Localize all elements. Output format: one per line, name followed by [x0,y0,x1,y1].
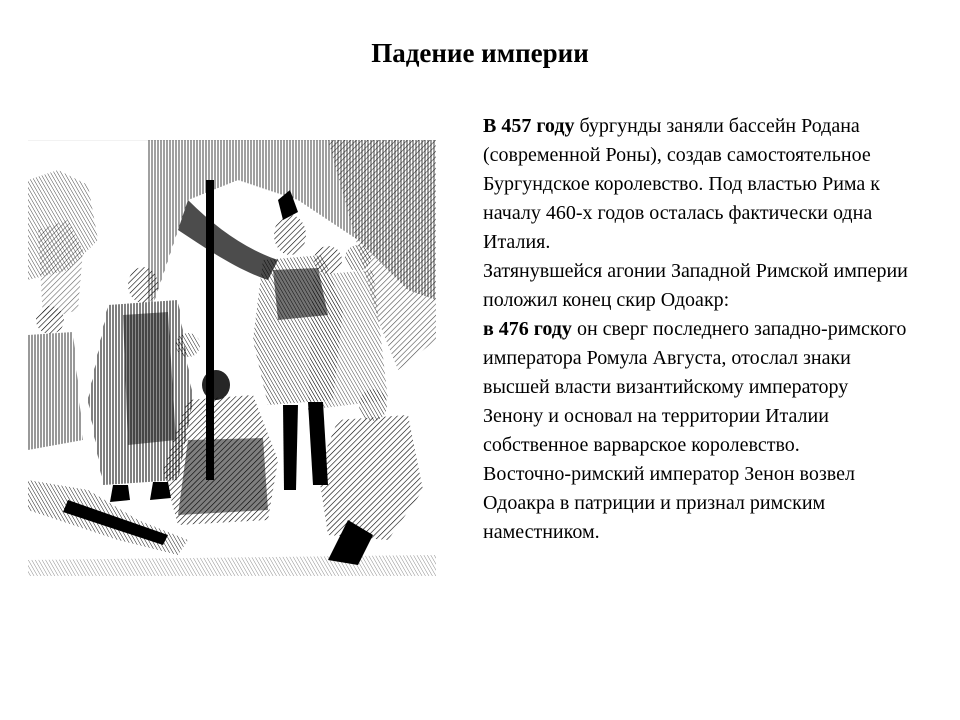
paragraph-odoacer-intro: Затянувшейся агонии Западной Римской империи положил конец скир Одоакр: [483,260,908,311]
paragraph-burgundians-text: бургунды заняли бассейн Родана (современной Роны), создав самостоятельное Бургундское королевство. Под властью Рима к началу 460-х годов осталась фактически одна Италия. [483,115,881,253]
paragraph-476-text: он сверг последнего западно-римского императора Ромула Августа, отослал знаки высшей власти византийскому императору Зенону и основал на территории Италии собственное варварское королевство. [483,318,907,456]
engraving-barbarian-king-icon [28,140,436,576]
slide-title: Падение империи [371,38,589,68]
paragraph-burgundians [483,112,913,257]
paragraph-zeno: Восточно-римский император Зенон возвел Одоакра в патриции и признал римским наместником. [483,463,855,543]
date-476: в 476 году [483,318,572,340]
paragraph-476 [483,315,913,460]
engraving-illustration [28,140,436,576]
date-457: В 457 году [483,115,575,137]
body-text [483,112,913,547]
